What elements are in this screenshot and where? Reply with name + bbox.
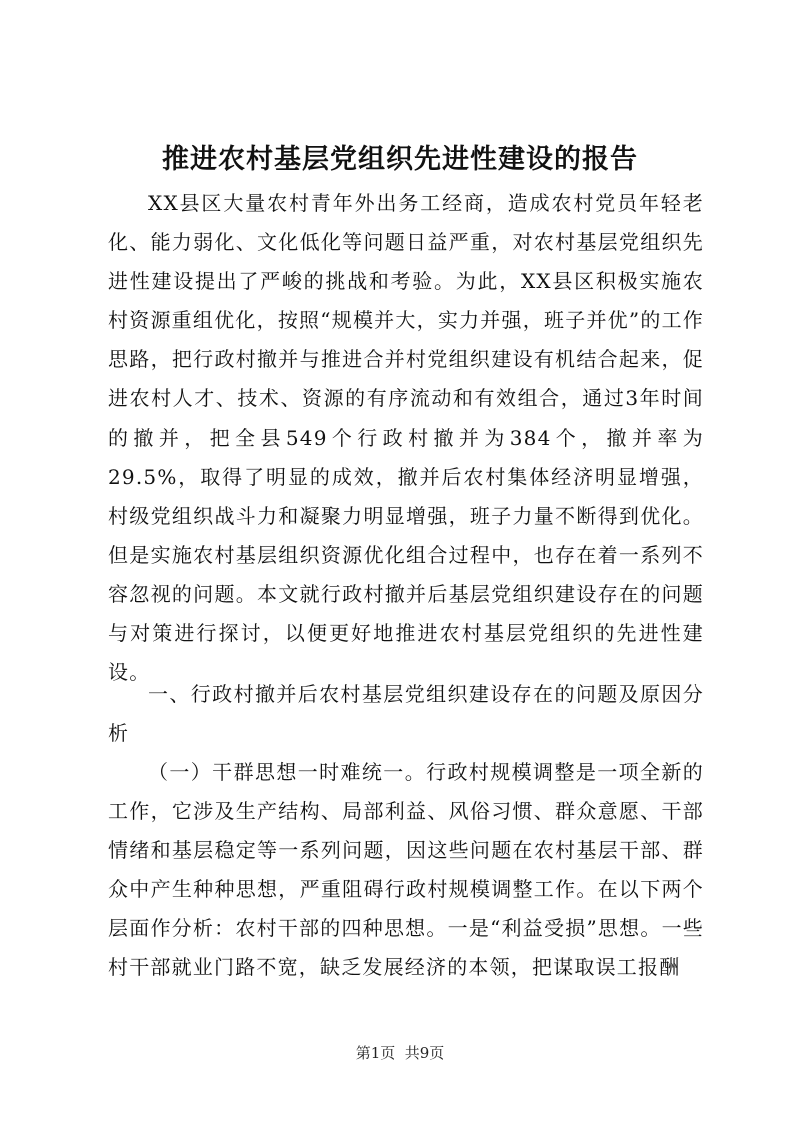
paragraph-intro: XX县区大量农村青年外出务工经商，造成农村党员年轻老化、能力弱化、文化低化等问题日益严重，对农村基层党组织先进性建设提出了严峻的挑战和考验。为此，XX县区积极实施农村资源重组优化，按照“规模并大，实力并强，班子并优”的工作思路，把行政村撤并与推进合并村党组织建设有机结合起来，促进农村人才、技术、资源的有序流动和有效组合，通过3年时间的撤并，把全县549个行政村撤并为384个，撤并率为29.5%，取得了明显的成效，撤并后农村集体经济明显增强，村级党组织战斗力和凝聚力明显增强，班子力量不断得到优化。但是实施农村基层组织资源优化组合过程中，也存在着一系列不容忽视的问题。本文就行政村撤并后基层党组织建设存在的问题与对策进行探讨，以便更好地推进农村基层党组织的先进性建设。	[108, 191, 704, 685]
page-footer: 第1页 共9页	[355, 1044, 445, 1062]
section-heading: 一、行政村撤并后农村基层党组织建设存在的问题及原因分析	[108, 682, 704, 746]
paragraph-section-1: （一）干群思想一时难统一。行政村规模调整是一项全新的工作，它涉及生产结构、局部利益、风俗习惯、群众意愿、干部情绪和基层稳定等一系列问题，因这些问题在农村基层干部、群众中产生种种思想，严重阻碍行政村规模调整工作。在以下两个层面作分析：农村干部的四种思想。一是“利益受损”思想。一些村干部就业门路不宽，缺乏发展经济的本领，把谋取误工报酬	[108, 760, 704, 980]
document-title: 推进农村基层党组织先进性建设的报告	[162, 144, 638, 175]
